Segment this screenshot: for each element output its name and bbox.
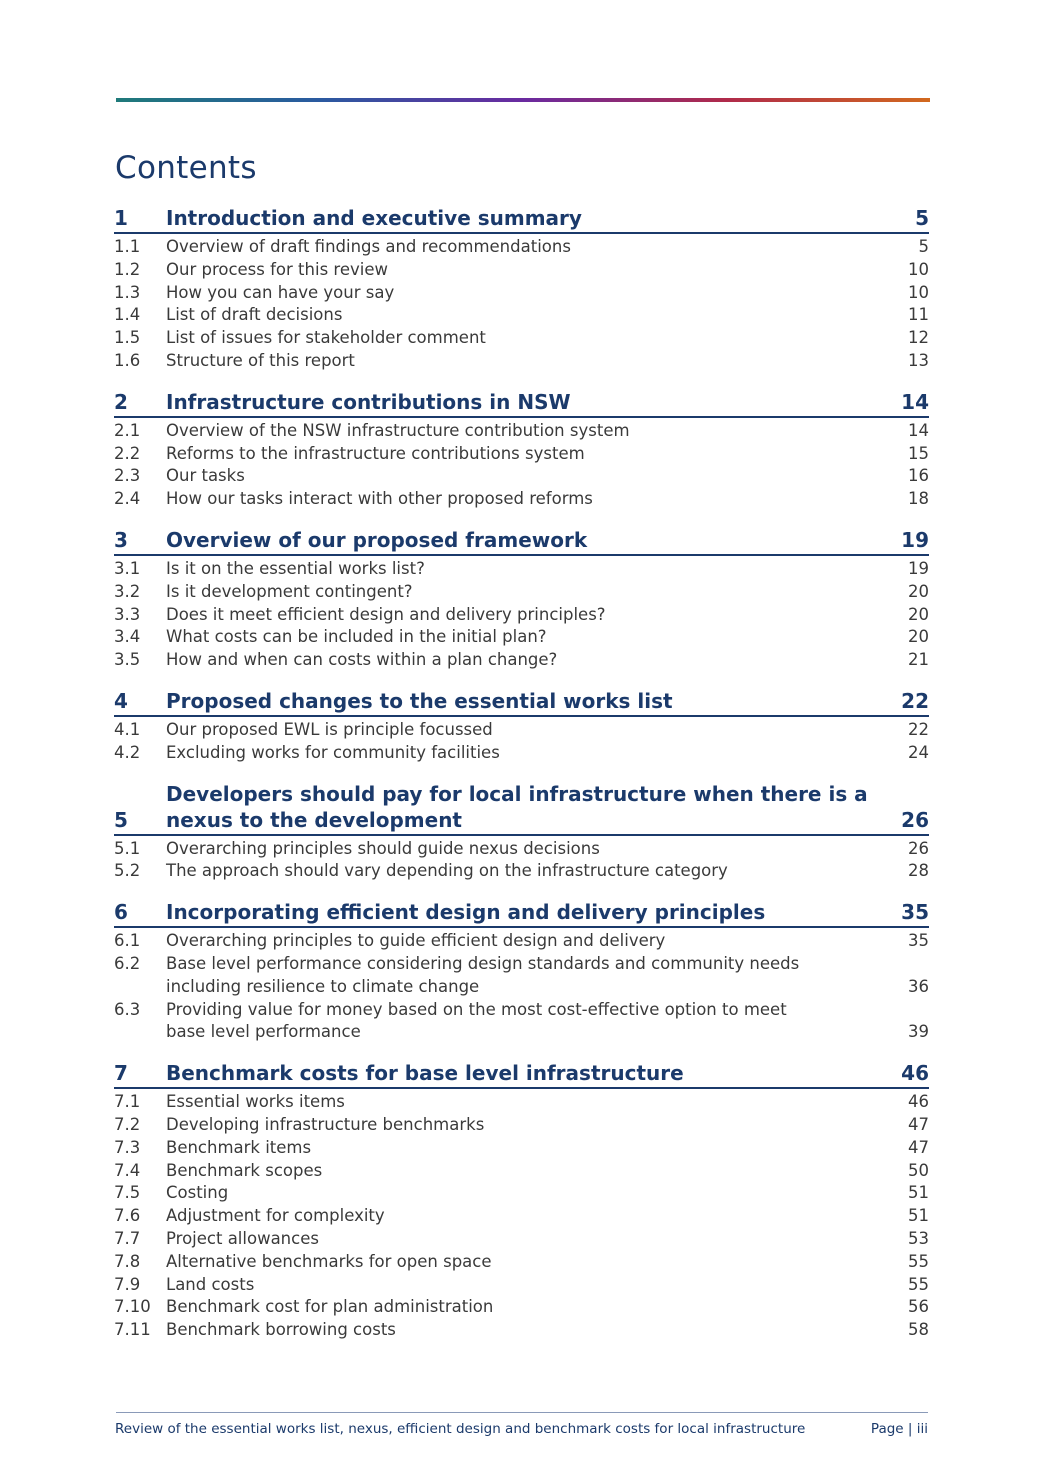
- toc-section-title: Structure of this report: [166, 350, 355, 370]
- toc-chapter-page: 46: [901, 1061, 929, 1086]
- toc-section-title: Is it on the essential works list?: [166, 558, 425, 578]
- toc-section-entry[interactable]: [114, 443, 929, 466]
- table-of-contents: [114, 205, 929, 1358]
- toc-chapter-page: 14: [901, 389, 929, 414]
- toc-chapter-heading[interactable]: [114, 527, 929, 556]
- toc-section-title: Benchmark items: [166, 1137, 312, 1157]
- toc-chapter-heading[interactable]: [114, 389, 929, 418]
- page-title: Contents: [115, 150, 257, 186]
- toc-section-page: 5: [918, 237, 929, 256]
- toc-chapter-heading[interactable]: [114, 781, 929, 836]
- toc-section-page: 14: [908, 420, 929, 440]
- toc-chapter-heading[interactable]: [114, 205, 929, 234]
- toc-section-number: 1.1: [114, 237, 141, 256]
- toc-chapter-heading[interactable]: [114, 1060, 929, 1089]
- toc-chapter-heading[interactable]: [114, 688, 929, 717]
- toc-section-page: 58: [908, 1320, 929, 1340]
- toc-section-entry[interactable]: [114, 1296, 929, 1319]
- toc-section-title: How you can have your say: [166, 282, 395, 302]
- toc-section-title: Excluding works for community facilities: [166, 742, 500, 762]
- toc-section-title: Costing: [166, 1183, 229, 1203]
- toc-section-page: 15: [908, 443, 929, 463]
- toc-section-entry[interactable]: [114, 860, 929, 883]
- toc-chapter-heading[interactable]: [114, 899, 929, 928]
- toc-section-title: Benchmark borrowing costs: [166, 1320, 396, 1340]
- toc-section-entry[interactable]: [114, 1114, 929, 1137]
- toc-section-page: 20: [908, 604, 929, 624]
- toc-section-title: List of draft decisions: [166, 305, 343, 325]
- toc-section-number: 2.3: [114, 466, 141, 486]
- toc-section-number: 7.6: [114, 1206, 141, 1226]
- toc-section-entry[interactable]: [114, 742, 929, 765]
- toc-section-page: 50: [908, 1160, 929, 1180]
- toc-chapter-page: 22: [901, 688, 929, 713]
- toc-section-page: 11: [908, 305, 929, 325]
- toc-section-number: 6.1: [114, 931, 141, 951]
- toc-section-number: 1.5: [114, 328, 141, 348]
- toc-chapter-page: 26: [901, 807, 929, 832]
- toc-section-title: Overarching principles to guide efficient design and delivery: [166, 931, 666, 951]
- toc-section-page: 47: [908, 1137, 929, 1157]
- toc-section-page: 55: [908, 1251, 929, 1271]
- toc-section-entry[interactable]: [114, 304, 929, 327]
- toc-section-number: 7.10: [114, 1297, 151, 1317]
- toc-section-number: 5.2: [114, 861, 141, 881]
- toc-section-title: Providing value for money based on the most cost-effective option to meet base level performance: [166, 999, 787, 1042]
- toc-chapter: [114, 527, 929, 672]
- toc-section-page: 46: [908, 1092, 929, 1112]
- toc-section-number: 1.6: [114, 350, 141, 370]
- toc-section-number: 4.1: [114, 719, 141, 739]
- toc-chapter-number: 4: [114, 688, 128, 713]
- toc-section-page: 10: [908, 282, 929, 302]
- toc-section-entry[interactable]: [114, 259, 929, 282]
- toc-section-entry[interactable]: [114, 236, 929, 259]
- toc-section-number: 7.11: [114, 1320, 151, 1340]
- toc-section-page: 35: [908, 931, 929, 951]
- toc-section-entry[interactable]: [114, 626, 929, 649]
- toc-section-entry[interactable]: [114, 327, 929, 350]
- toc-chapter-title: Proposed changes to the essential works list: [166, 688, 673, 713]
- toc-section-number: 3.3: [114, 604, 141, 624]
- toc-chapter-page: 35: [901, 900, 929, 925]
- toc-section-page: 39: [908, 1022, 929, 1042]
- toc-section-entry[interactable]: [114, 838, 929, 861]
- toc-section-entry[interactable]: [114, 282, 929, 305]
- toc-section-number: 7.4: [114, 1160, 141, 1180]
- toc-section-entry[interactable]: [114, 1137, 929, 1160]
- toc-section-page: 51: [908, 1183, 929, 1203]
- toc-section-title: Overview of the NSW infrastructure contribution system: [166, 420, 630, 440]
- toc-section-entry[interactable]: [114, 1274, 929, 1297]
- toc-section-number: 1.3: [114, 282, 141, 302]
- toc-section-page: 19: [908, 558, 929, 578]
- toc-chapter-number: 3: [114, 527, 128, 552]
- toc-section-title: Is it development contingent?: [166, 581, 413, 601]
- toc-section-number: 3.5: [114, 650, 141, 670]
- toc-section-title: Overview of draft findings and recommendations: [166, 237, 571, 256]
- toc-section-title: Project allowances: [166, 1228, 319, 1248]
- toc-chapter-page: 5: [915, 206, 929, 230]
- toc-section-page: 22: [908, 719, 929, 739]
- toc-section-title: Land costs: [166, 1274, 255, 1294]
- toc-section-title: How our tasks interact with other proposed reforms: [166, 489, 593, 509]
- toc-chapter-number: 7: [114, 1061, 128, 1086]
- toc-chapter: [114, 688, 929, 765]
- toc-section-title: Does it meet efficient design and delivery principles?: [166, 604, 606, 624]
- toc-chapter-number: 1: [114, 206, 128, 230]
- toc-section-entry[interactable]: [114, 558, 929, 581]
- toc-section-number: 3.4: [114, 627, 141, 647]
- toc-section-number: 7.8: [114, 1251, 141, 1271]
- toc-section-title: Base level performance considering design standards and community needs including resilience to climate change: [166, 953, 800, 996]
- toc-section-number: 1.2: [114, 259, 141, 279]
- toc-section-number: 2.1: [114, 420, 141, 440]
- toc-section-number: 7.2: [114, 1114, 141, 1134]
- toc-section-page: 36: [908, 976, 929, 996]
- toc-chapter-number: 6: [114, 900, 128, 925]
- toc-section-page: 47: [908, 1114, 929, 1134]
- toc-section-page: 56: [908, 1297, 929, 1317]
- toc-section-page: 21: [908, 650, 929, 670]
- toc-section-number: 7.7: [114, 1228, 141, 1248]
- toc-section-title: Reforms to the infrastructure contributions system: [166, 443, 585, 463]
- toc-section-title: How and when can costs within a plan change?: [166, 650, 558, 670]
- toc-section-number: 3.2: [114, 581, 141, 601]
- toc-section-page: 20: [908, 627, 929, 647]
- toc-section-title: Developing infrastructure benchmarks: [166, 1114, 485, 1134]
- toc-section-page: 10: [908, 259, 929, 279]
- toc-section-number: 4.2: [114, 742, 141, 762]
- toc-section-title: Our proposed EWL is principle focussed: [166, 719, 493, 739]
- toc-section-entry[interactable]: [114, 649, 929, 672]
- toc-section-page: 51: [908, 1206, 929, 1226]
- toc-chapter: [114, 389, 929, 511]
- toc-chapter-title: Introduction and executive summary: [166, 206, 582, 230]
- toc-section-entry[interactable]: [114, 581, 929, 604]
- toc-section-page: 13: [908, 350, 929, 370]
- footer-document-title: Review of the essential works list, nexus, efficient design and benchmark costs for local infrastructure: [115, 1421, 806, 1437]
- toc-section-page: 18: [908, 489, 929, 509]
- toc-section-title: Benchmark cost for plan administration: [166, 1297, 494, 1317]
- footer-divider: [116, 1412, 928, 1413]
- toc-chapter: [114, 1060, 929, 1342]
- header-gradient-rule: [116, 98, 930, 102]
- toc-section-entry[interactable]: [114, 1319, 929, 1342]
- toc-section-title: What costs can be included in the initial plan?: [166, 627, 547, 647]
- toc-section-entry[interactable]: [114, 953, 929, 999]
- toc-chapter: [114, 899, 929, 1044]
- toc-section-entry[interactable]: [114, 350, 929, 373]
- toc-section-page: 26: [908, 838, 929, 858]
- toc-section-page: 24: [908, 742, 929, 762]
- toc-section-page: 28: [908, 861, 929, 881]
- toc-section-page: 20: [908, 581, 929, 601]
- toc-section-entry[interactable]: [114, 488, 929, 511]
- toc-section-page: 16: [908, 466, 929, 486]
- toc-section-number: 7.3: [114, 1137, 141, 1157]
- toc-section-title: The approach should vary depending on the infrastructure category: [166, 861, 728, 881]
- toc-chapter-title: Developers should pay for local infrastructure when there is a nexus to the development: [166, 781, 868, 832]
- toc-section-title: Essential works items: [166, 1092, 345, 1112]
- toc-section-number: 7.9: [114, 1274, 141, 1294]
- toc-chapter: [114, 205, 929, 373]
- toc-section-page: 53: [908, 1228, 929, 1248]
- toc-section-title: List of issues for stakeholder comment: [166, 328, 486, 348]
- toc-section-entry[interactable]: [114, 420, 929, 443]
- toc-section-entry[interactable]: [114, 1182, 929, 1205]
- toc-section-page: 55: [908, 1274, 929, 1294]
- toc-chapter-number: 5: [114, 807, 128, 832]
- toc-section-entry[interactable]: [114, 1091, 929, 1114]
- toc-section-entry[interactable]: [114, 1228, 929, 1251]
- toc-section-entry[interactable]: [114, 999, 929, 1045]
- toc-section-entry[interactable]: [114, 930, 929, 953]
- toc-section-title: Benchmark scopes: [166, 1160, 323, 1180]
- toc-section-entry[interactable]: [114, 1160, 929, 1183]
- toc-section-number: 1.4: [114, 305, 141, 325]
- toc-chapter-page: 19: [901, 527, 929, 552]
- toc-chapter: [114, 781, 929, 884]
- toc-section-entry[interactable]: [114, 1205, 929, 1228]
- toc-section-number: 3.1: [114, 558, 141, 578]
- toc-section-entry[interactable]: [114, 465, 929, 488]
- toc-chapter-title: Overview of our proposed framework: [166, 527, 588, 552]
- toc-section-title: Adjustment for complexity: [166, 1206, 385, 1226]
- toc-section-title: Our tasks: [166, 466, 245, 486]
- toc-section-number: 7.1: [114, 1092, 141, 1112]
- toc-chapter-title: Infrastructure contributions in NSW: [166, 389, 571, 414]
- footer-page-number: Page | iii: [870, 1421, 928, 1437]
- toc-section-page: 12: [908, 328, 929, 348]
- toc-section-number: 2.2: [114, 443, 141, 463]
- toc-section-number: 5.1: [114, 838, 141, 858]
- toc-section-entry[interactable]: [114, 719, 929, 742]
- toc-section-number: 6.3: [114, 999, 141, 1019]
- toc-section-number: 2.4: [114, 489, 141, 509]
- toc-section-entry[interactable]: [114, 604, 929, 627]
- toc-section-title: Alternative benchmarks for open space: [166, 1251, 492, 1271]
- toc-section-number: 7.5: [114, 1183, 141, 1203]
- toc-section-title: Overarching principles should guide nexus decisions: [166, 838, 600, 858]
- toc-chapter-title: Incorporating efficient design and delivery principles: [166, 900, 766, 925]
- toc-section-entry[interactable]: [114, 1251, 929, 1274]
- toc-section-title: Our process for this review: [166, 259, 388, 279]
- toc-chapter-title: Benchmark costs for base level infrastructure: [166, 1061, 684, 1086]
- toc-chapter-number: 2: [114, 389, 128, 414]
- toc-section-number: 6.2: [114, 953, 141, 973]
